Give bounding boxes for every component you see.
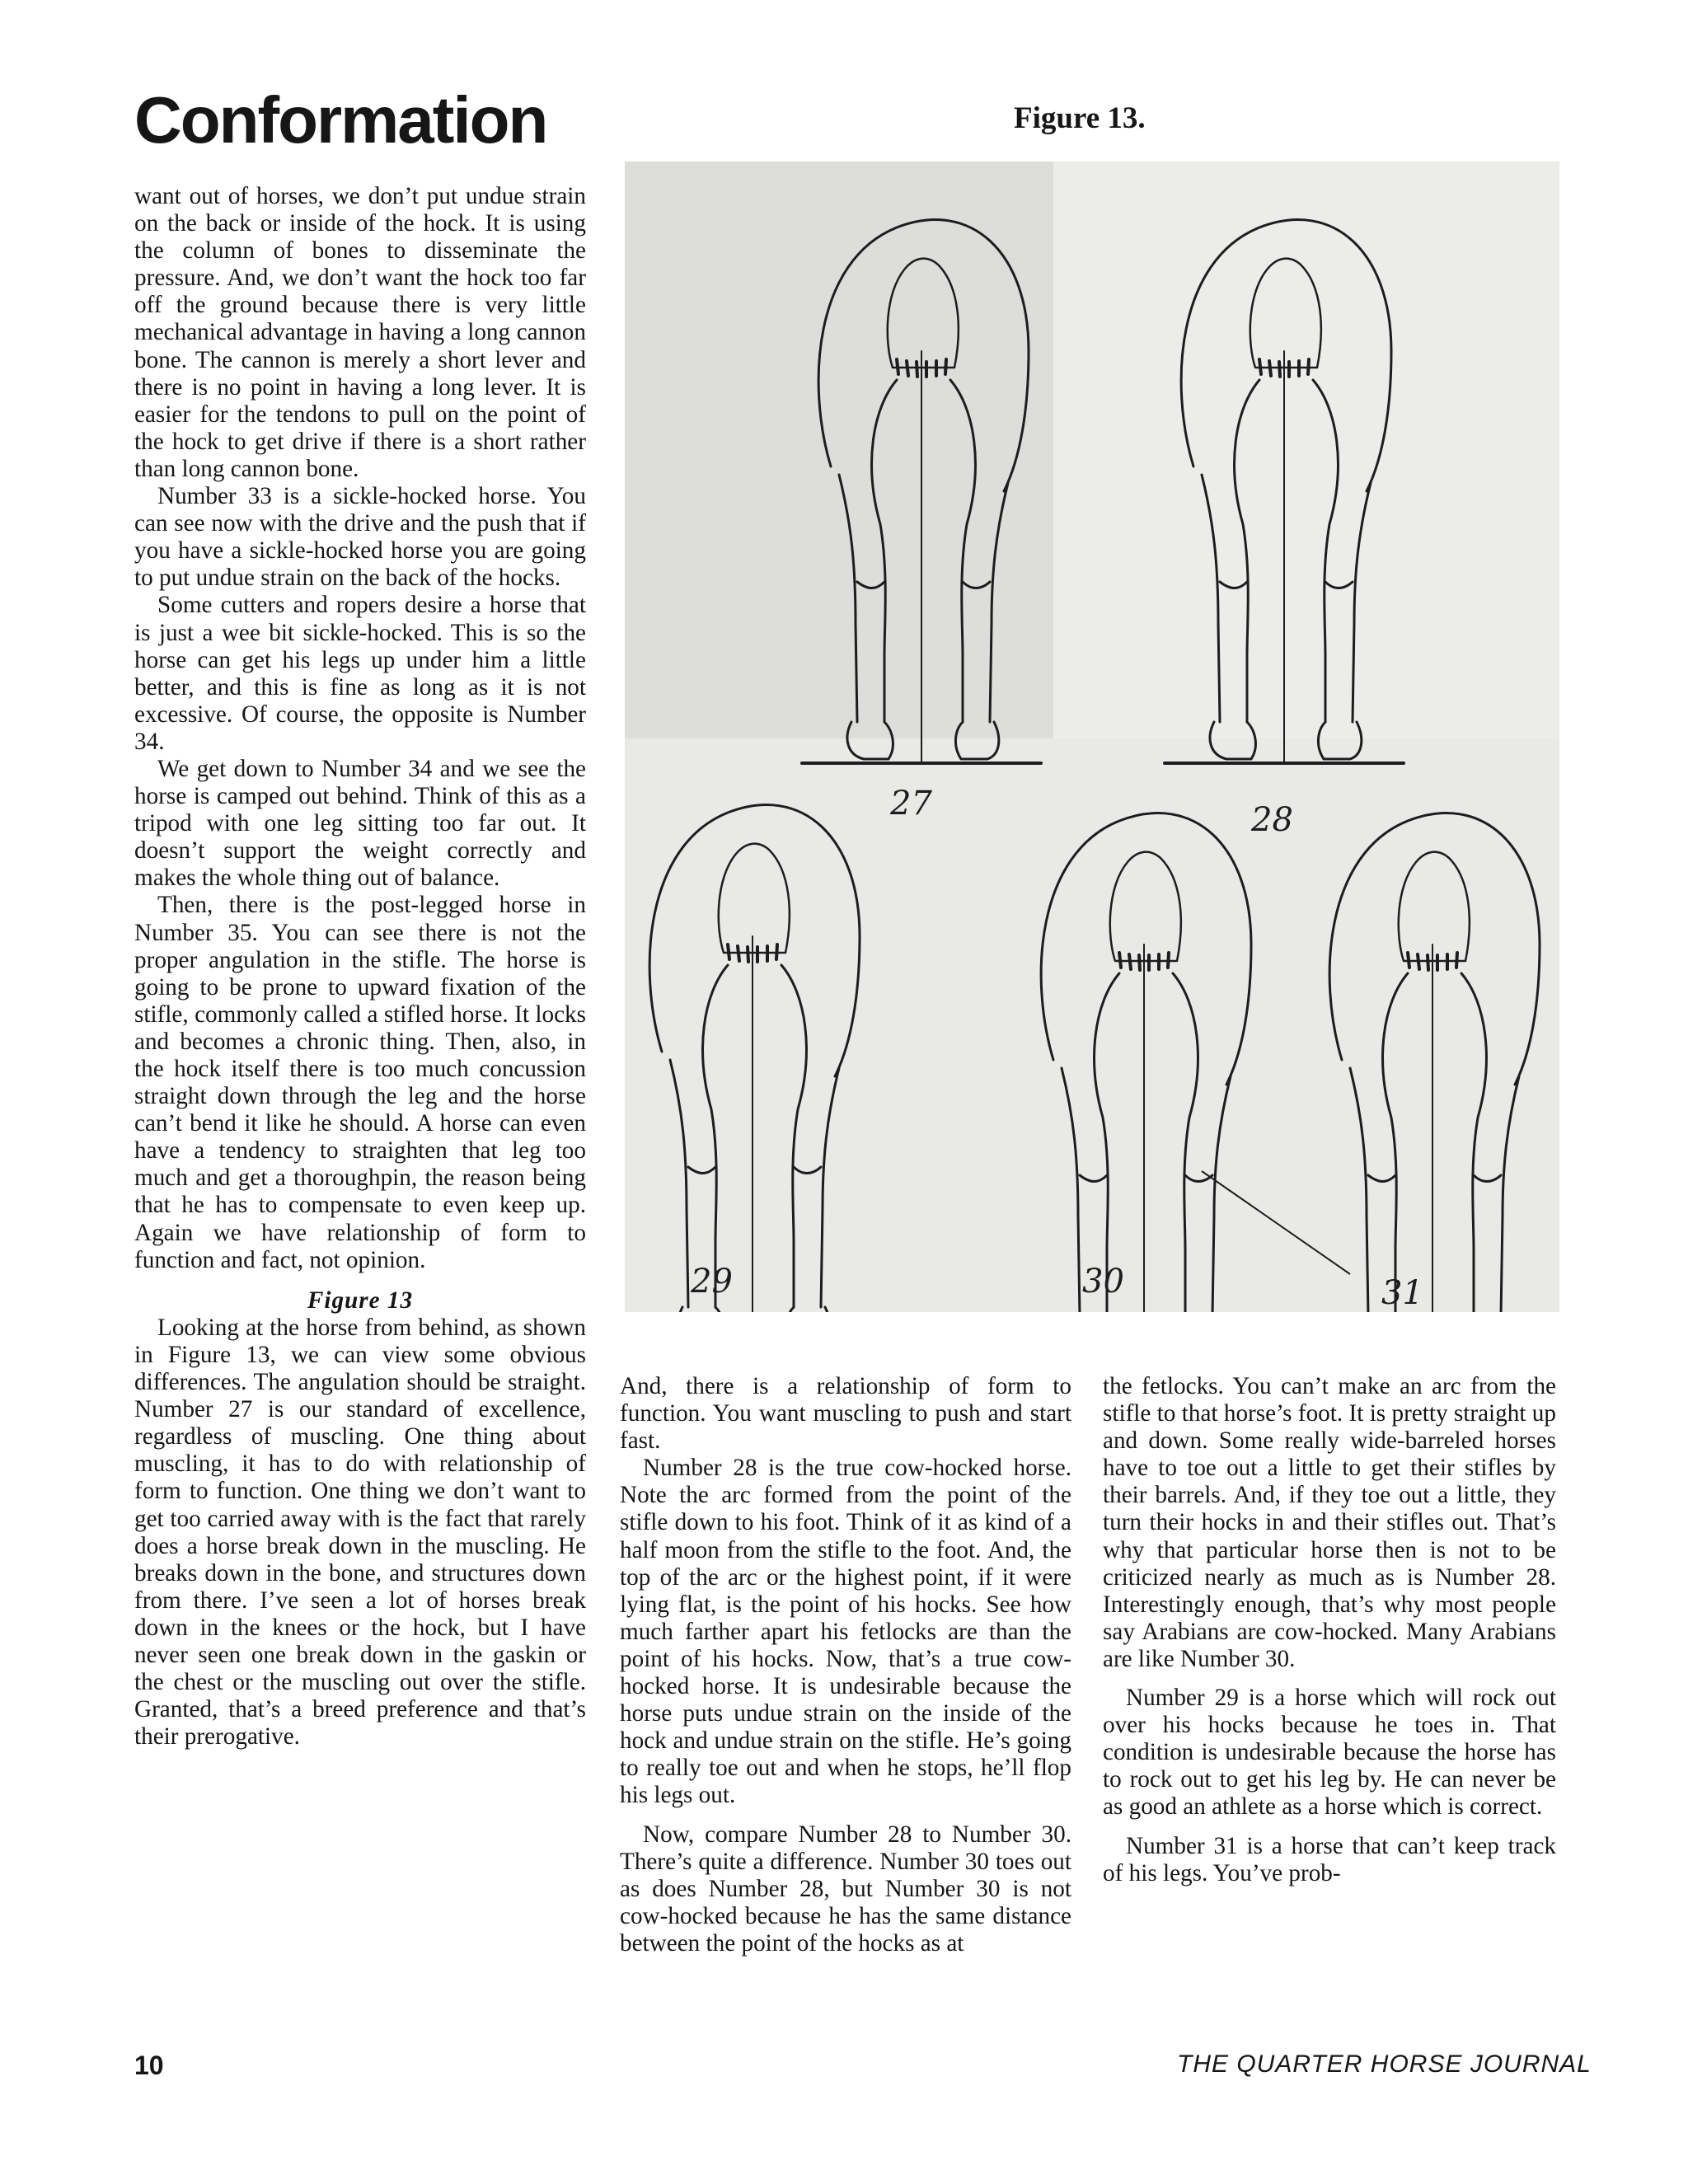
paragraph: Number 31 is a horse that can’t keep track of his legs. You’ve prob- [1103, 1832, 1556, 1886]
paragraph: Some cutters and ropers desire a horse that is just a wee bit sickle-hocked. This is so the horse can get his legs up under him a little better, and this is fine as long as it is not excessive. Of course, the opposite is Number 34. [134, 592, 586, 755]
paragraph: Number 29 is a horse which will rock out over his hocks because he toes in. That condition is undesirable because the horse has to rock out to get his leg by. He can never be as good an athlete as a horse which is correct. [1103, 1685, 1556, 1821]
middle-text-column [620, 1373, 1071, 1957]
figure-label-30: 30 [1082, 1263, 1124, 1301]
paragraph: And, there is a relationship of form to function. You want muscling to push and start fast. [620, 1373, 1071, 1455]
figure-label-29: 29 [691, 1263, 733, 1301]
page-number: 10 [134, 2050, 164, 2080]
paragraph: the fetlocks. You can’t make an arc from the stifle to that horse’s foot. It is pretty straight up and down. Some really wide-barreled horses have to toe out a little to get their stifles by their barrels. And, if they toe out a little, they turn their hocks in and their stifles out. That’s why that particular horse then is not to be criticized nearly as much as is Number 28. Interestingly enough, that’s why most people say Arabians are cow-hocked. Many Arabians are like Number 30. [1103, 1373, 1556, 1672]
paragraph: want out of horses, we don’t put undue strain on the back or inside of the hock. It is using the column of bones to disseminate the pressure. And, we don’t want the hock too far off the ground because there is very little mechanical advantage in having a long cannon bone. The cannon is merely a short lever and there is no point in having a long lever. It is easier for the tendons to pull on the point of the hock to get drive if there is a short rather than long cannon bone. [134, 183, 586, 482]
paragraph: Now, compare Number 28 to Number 30. There’s quite a difference. Number 30 toes out as does Number 28, but Number 30 is not cow-hocked because he has the same distance between the point of the hocks as at [620, 1821, 1071, 1957]
figure-heading: Figure 13. [1014, 101, 1146, 135]
paragraph: Then, there is the post-legged horse in Number 35. You can see there is not the proper angulation in the stifle. The horse is going to be prone to upward fixation of the stifle, commonly called a stifled horse. It locks and becomes a chronic thing. Then, also, in the hock itself there is too much concussion straight down through the leg and the horse can’t bend it like he should. A horse can even have a tendency to straighten that leg too much and get a thoroughpin, the reason being that he has to compensate to even keep up. Again we have relationship of form to function and fact, not opinion. [134, 892, 586, 1273]
section-title: Conformation [134, 83, 547, 157]
paragraph: Number 28 is the true cow-hocked horse. Note the arc formed from the point of the stifle down to his foot. Think of it as kind of a half moon from the stifle to the foot. And, the top of the arc or the highest point, if it were lying flat, is the point of his hocks. See how much farther apart his fetlocks are than the point of his hocks. Now, that’s a true cow-hocked horse. It is undesirable because the horse puts undue strain on the inside of the hock and undue strain on the stifle. He’s going to really toe out and when he stops, he’ll flop his legs out. [620, 1455, 1071, 1809]
paragraph: Looking at the horse from behind, as shown in Figure 13, we can view some obvious differences. The angulation should be straight. Number 27 is our standard of excellence, regardless of muscling. One thing about muscling, it has to do with relationship of form to function. One thing we don’t want to get too carried away with is the fact that rarely does a horse break down in the muscling. He breaks down in the bone, and structures down from there. I’ve seen a lot of horses break down in the knees or the hock, but I have never seen one break down in the gaskin or the chest or the muscling out over the stifle. Granted, that’s a breed preference and that’s their prerogative. [134, 1314, 586, 1750]
figure-13-illustration [625, 162, 1559, 1312]
figure-subheading: Figure 13 [307, 1286, 414, 1314]
left-text-column [134, 183, 586, 1750]
right-text-column [1103, 1373, 1556, 1887]
paragraph: Number 33 is a sickle-hocked horse. You can see now with the drive and the push that if you have a sickle-hocked horse you are going to put undue strain on the back of the hocks. [134, 483, 586, 592]
figure-label-27: 27 [890, 785, 932, 823]
journal-name: THE QUARTER HORSE JOURNAL [1177, 2050, 1592, 2078]
paragraph: We get down to Number 34 and we see the horse is camped out behind. Think of this as a tripod with one leg sitting too far out. It doesn’t support the weight correctly and makes the whole thing out of balance. [134, 755, 586, 892]
figure-label-28: 28 [1251, 801, 1293, 839]
figure-label-31: 31 [1381, 1274, 1423, 1312]
